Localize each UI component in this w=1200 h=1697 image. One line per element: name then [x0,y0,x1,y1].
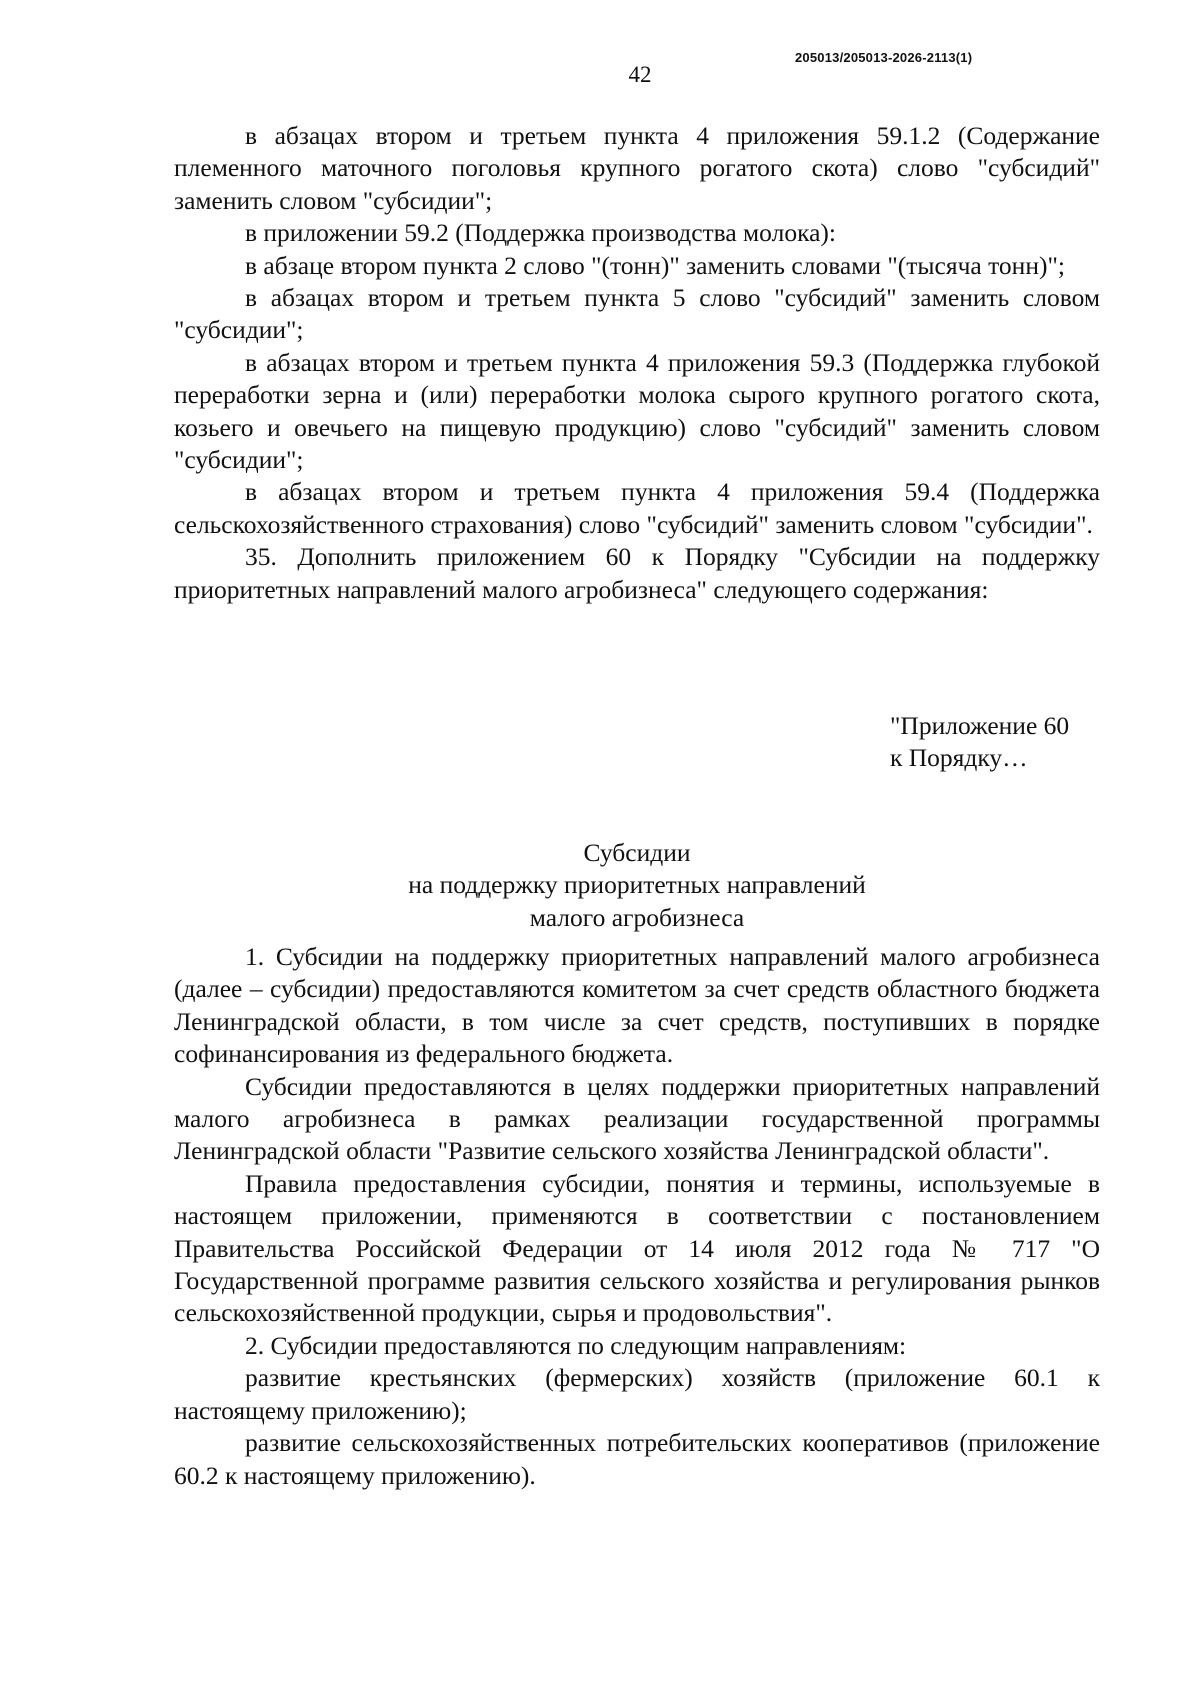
paragraph: в приложении 59.2 (Поддержка производства молока): [245,218,836,248]
page-number: 42 [628,62,652,87]
paragraph: в абзацах втором и третьем пункта 4 приложения 59.3 (Поддержка глубокой переработки зерна и (или) переработки молока сырого крупного рогатого скота, козьего и овечьего на пищевую продукцию) слово "субсидий" заменить словом "субсидии"; [174,347,1100,475]
paragraph: 1. Субсидии на поддержку приоритетных направлений малого агробизнеса (далее – субсидии) предоставляются комитетом за счет средств областного бюджета Ленинградской области, в том числе за счет средств, поступивших в порядке софинансирования из федерального бюджета. [174,942,1100,1069]
heading-line: на поддержку приоритетных направлений [408,870,866,900]
attachment-line: "Приложение 60 [890,711,1070,740]
document-code: 205013/205013-2026-2113(1) [795,50,973,65]
heading-line: малого агробизнеса [529,902,745,932]
amendments-section [174,120,1100,606]
attachment-reference [890,710,1069,775]
paragraph: 2. Субсидии предоставляются по следующим направлениям: [245,1330,907,1360]
paragraph: 35. Дополнить приложением 60 к Порядку "Субсидии на поддержку приоритетных направлений малого агробизнеса" следующего содержания: [174,542,1100,604]
paragraph: развитие крестьянских (фермерских) хозяйств (приложение 60.1 к настоящему приложению); [174,1363,1100,1425]
paragraph: Правила предоставления субсидии, понятия и термины, используемые в настоящем приложении, применяются в соответствии с постановлением Правительства Российской Федерации от 14 июля 2012 года № 717 "О Государственной программе развития сельского хозяйства и регулирования рынков сельскохозяйственной продукции, сырья и продовольствия". [174,1168,1100,1328]
paragraph: в абзацах втором и третьем пункта 4 приложения 59.1.2 (Содержание племенного маточного поголовья крупного рогатого скота) слово "субсидий" заменить словом "субсидии"; [174,121,1100,215]
attachment-line: к Порядку… [890,743,1028,773]
heading-line: Субсидии [583,838,691,867]
paragraph: в абзацах втором и третьем пункта 4 приложения 59.4 (Поддержка сельскохозяйственного страхования) слово "субсидий" заменить словом "субсидии". [174,477,1100,539]
paragraph: развитие сельскохозяйственных потребительских кооперативов (приложение 60.2 к настоящему приложению). [174,1428,1100,1490]
paragraph: в абзаце втором пункта 2 слово "(тонн)" заменить словами "(тысяча тонн)"; [245,250,1065,280]
subsidy-section [174,941,1100,1492]
section-heading [174,837,1100,934]
paragraph: в абзацах втором и третьем пункта 5 слово "субсидий" заменить словом "субсидии"; [174,283,1100,345]
paragraph: Субсидии предоставляются в целях поддержки приоритетных направлений малого агробизнеса в рамках реализации государственной программы Ленинградской области "Развитие сельского хозяйства Ленинградской области". [174,1071,1100,1166]
